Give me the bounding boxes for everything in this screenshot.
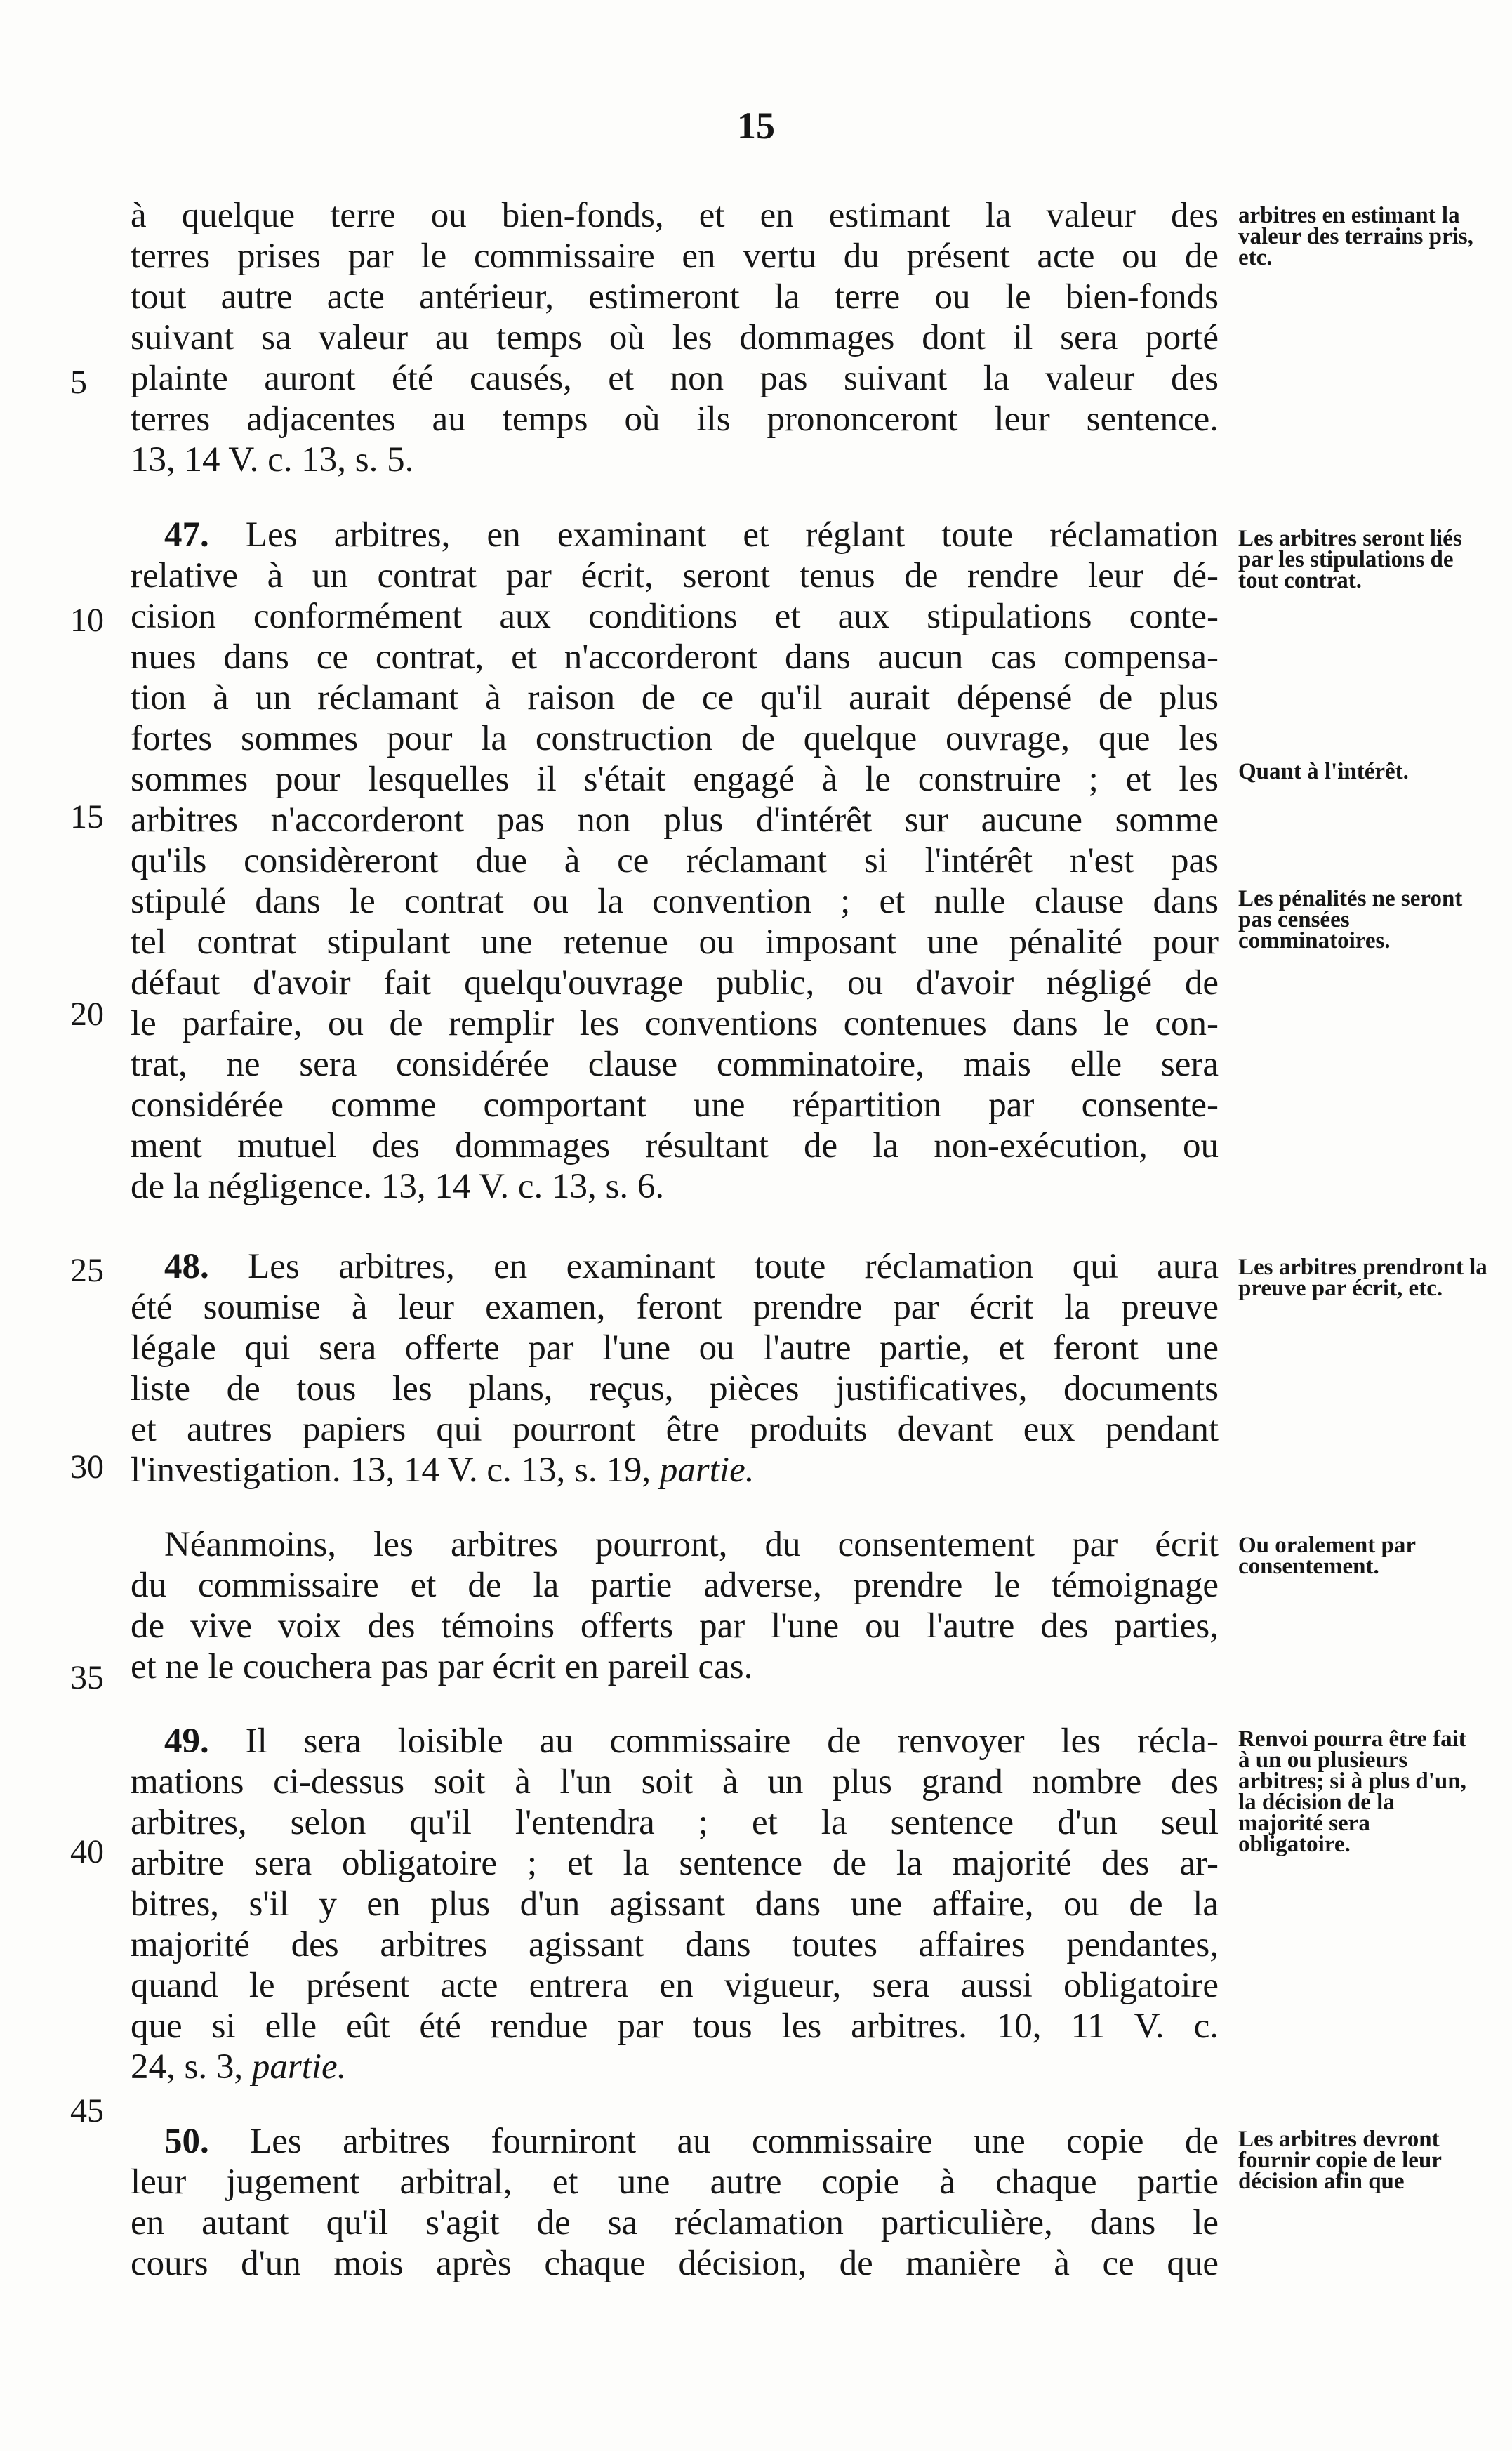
text-line: le parfaire, ou de remplir les conventions contenues dans le con- xyxy=(131,1004,1219,1043)
section-number: 50. xyxy=(164,2122,209,2161)
section-number: 49. xyxy=(164,1722,209,1761)
margin-line-number: 40 xyxy=(70,1833,104,1870)
text-line: sommes pour lesquelles il s'était engagé à le construire ; et les xyxy=(131,760,1219,799)
margin-note-text: Les pénalités ne seront pas censées comminatoires. xyxy=(1238,886,1463,953)
section-first-line xyxy=(131,1246,1219,1288)
margin-note-text: Les arbitres seront liés par les stipulations de tout contrat. xyxy=(1238,526,1462,593)
section-number: 47. xyxy=(164,515,209,555)
section-first-line xyxy=(131,514,1219,556)
text-line: en autant qu'il s'agit de sa réclamation particulière, dans le xyxy=(131,2203,1219,2242)
margin-note-text: Les arbitres devront fournir copie de leur décision afin que xyxy=(1238,2127,1442,2194)
text-line: 13, 14 V. c. 13, s. 5. xyxy=(131,440,414,480)
text-line: majorité des arbitres agissant dans toutes affaires pendantes, xyxy=(131,1925,1219,1964)
text-line: suivant sa valeur au temps où les dommages dont il sera porté xyxy=(131,318,1219,357)
margin-note xyxy=(1238,205,1498,268)
text-line: nues dans ce contrat, et n'accorderont dans aucun cas compensa- xyxy=(131,637,1219,677)
text-line: légale qui sera offerte par l'une ou l'autre partie, et feront une xyxy=(131,1328,1219,1368)
page-number: 15 xyxy=(737,105,775,147)
text-line: bitres, s'il y en plus d'un agissant dans une affaire, ou de la xyxy=(131,1884,1219,1924)
text-line: et autres papiers qui pourront être produits devant eux pendant xyxy=(131,1410,1219,1449)
margin-line-number: 35 xyxy=(70,1659,104,1696)
text-line: été soumise à leur examen, feront prendre par écrit la preuve xyxy=(131,1288,1219,1327)
margin-note xyxy=(1238,888,1498,951)
margin-note-text: Ou oralement par consentement. xyxy=(1238,1533,1416,1579)
text-line: arbitres n'accorderont pas non plus d'intérêt sur aucune somme xyxy=(131,800,1219,840)
text-line: liste de tous les plans, reçus, pièces justificatives, documents xyxy=(131,1369,1219,1408)
text-line: quand le présent acte entrera en vigueur, sera aussi obligatoire xyxy=(131,1966,1219,2005)
text-line: du commissaire et de la partie adverse, prendre le témoignage xyxy=(131,1566,1219,1605)
margin-line-number: 5 xyxy=(70,364,87,401)
text-line-plain: l'investigation. 13, 14 V. c. 13, s. 19, xyxy=(131,1451,660,1490)
text-line: terres adjacentes au temps où ils prononceront leur sentence. xyxy=(131,399,1219,439)
section-first-line xyxy=(131,1720,1219,1762)
text-line: de la négligence. 13, 14 V. c. 13, s. 6. xyxy=(131,1167,665,1206)
text-line: terres prises par le commissaire en vertu du présent acte ou de xyxy=(131,237,1219,276)
text-line: leur jugement arbitral, et une autre copie à chaque partie xyxy=(131,2162,1219,2202)
margin-note xyxy=(1238,761,1498,782)
text-line: tel contrat stipulant une retenue ou imposant une pénalité pour xyxy=(131,923,1219,962)
section-first-text: Les arbitres, en examinant et réglant toute réclamation xyxy=(245,515,1219,555)
margin-line-number: 20 xyxy=(70,996,104,1033)
text-line: arbitres, selon qu'il l'entendra ; et la sentence d'un seul xyxy=(131,1803,1219,1842)
text-line: trat, ne sera considérée clause comminatoire, mais elle sera xyxy=(131,1045,1219,1084)
text-line: tout autre acte antérieur, estimeront la terre ou le bien-fonds xyxy=(131,277,1219,317)
text-line: considérée comme comportant une répartition par consente- xyxy=(131,1085,1219,1125)
text-line xyxy=(131,2046,1219,2088)
section-first-text: Il sera loisible au commissaire de renvoyer les récla- xyxy=(245,1722,1219,1761)
text-line: arbitre sera obligatoire ; et la sentence de la majorité des ar- xyxy=(131,1844,1219,1883)
margin-note xyxy=(1238,2129,1498,2192)
margin-line-number: 45 xyxy=(70,2092,104,2129)
margin-note-text: Renvoi pourra être fait à un ou plusieurs arbitres; si à plus d'un, la décision de la majorité sera obligatoire. xyxy=(1238,1726,1466,1857)
text-line: tion à un réclamant à raison de ce qu'il aurait dépensé de plus xyxy=(131,678,1219,718)
text-line: Néanmoins, les arbitres pourront, du consentement par écrit xyxy=(164,1525,1219,1564)
text-line: cision conformément aux conditions et aux stipulations conte- xyxy=(131,597,1219,636)
text-line: plainte auront été causés, et non pas suivant la valeur des xyxy=(131,359,1219,398)
section-first-text: Les arbitres, en examinant toute réclamation qui aura xyxy=(248,1247,1219,1286)
text-line: fortes sommes pour la construction de quelque ouvrage, que les xyxy=(131,719,1219,758)
text-line-italic: partie. xyxy=(251,2047,347,2087)
margin-line-number: 10 xyxy=(70,602,104,639)
text-line: défaut d'avoir fait quelqu'ouvrage public, ou d'avoir négligé de xyxy=(131,963,1219,1003)
margin-note xyxy=(1238,1726,1498,1857)
margin-note xyxy=(1238,1257,1498,1299)
text-line-plain: 24, s. 3, xyxy=(131,2047,252,2087)
text-line-italic: partie. xyxy=(659,1451,755,1490)
text-line: mations ci-dessus soit à l'un soit à un plus grand nombre des xyxy=(131,1762,1219,1802)
text-line: stipulé dans le contrat ou la convention ; et nulle clause dans xyxy=(131,882,1219,921)
margin-note-text: Quant à l'intérêt. xyxy=(1238,759,1409,784)
text-line: ment mutuel des dommages résultant de la non-exécution, ou xyxy=(131,1126,1219,1165)
margin-line-number: 30 xyxy=(70,1448,104,1486)
text-line: et ne le couchera pas par écrit en pareil cas. xyxy=(131,1647,753,1686)
section-first-text: Les arbitres fourniront au commissaire une copie de xyxy=(250,2122,1219,2161)
text-line: de vive voix des témoins offerts par l'une ou l'autre des parties, xyxy=(131,1606,1219,1646)
text-line: qu'ils considèreront due à ce réclamant si l'intérêt n'est pas xyxy=(131,841,1219,880)
text-line xyxy=(131,1449,1219,1491)
section-first-line xyxy=(131,2120,1219,2162)
margin-note xyxy=(1238,528,1498,591)
text-line: à quelque terre ou bien-fonds, et en estimant la valeur des xyxy=(131,196,1219,235)
text-line: que si elle eût été rendue par tous les arbitres. 10, 11 V. c. xyxy=(131,2007,1219,2046)
margin-note-text: Les arbitres prendront la preuve par écrit, etc. xyxy=(1238,1255,1487,1301)
section-number: 48. xyxy=(164,1247,209,1286)
text-line: relative à un contrat par écrit, seront tenus de rendre leur dé- xyxy=(131,556,1219,595)
margin-line-number: 25 xyxy=(70,1252,104,1289)
margin-note xyxy=(1238,1535,1498,1577)
margin-note-text: arbitres en estimant la valeur des terrains pris, etc. xyxy=(1238,203,1473,270)
text-line: cours d'un mois après chaque décision, de manière à ce que xyxy=(131,2244,1219,2283)
margin-line-number: 15 xyxy=(70,798,104,835)
